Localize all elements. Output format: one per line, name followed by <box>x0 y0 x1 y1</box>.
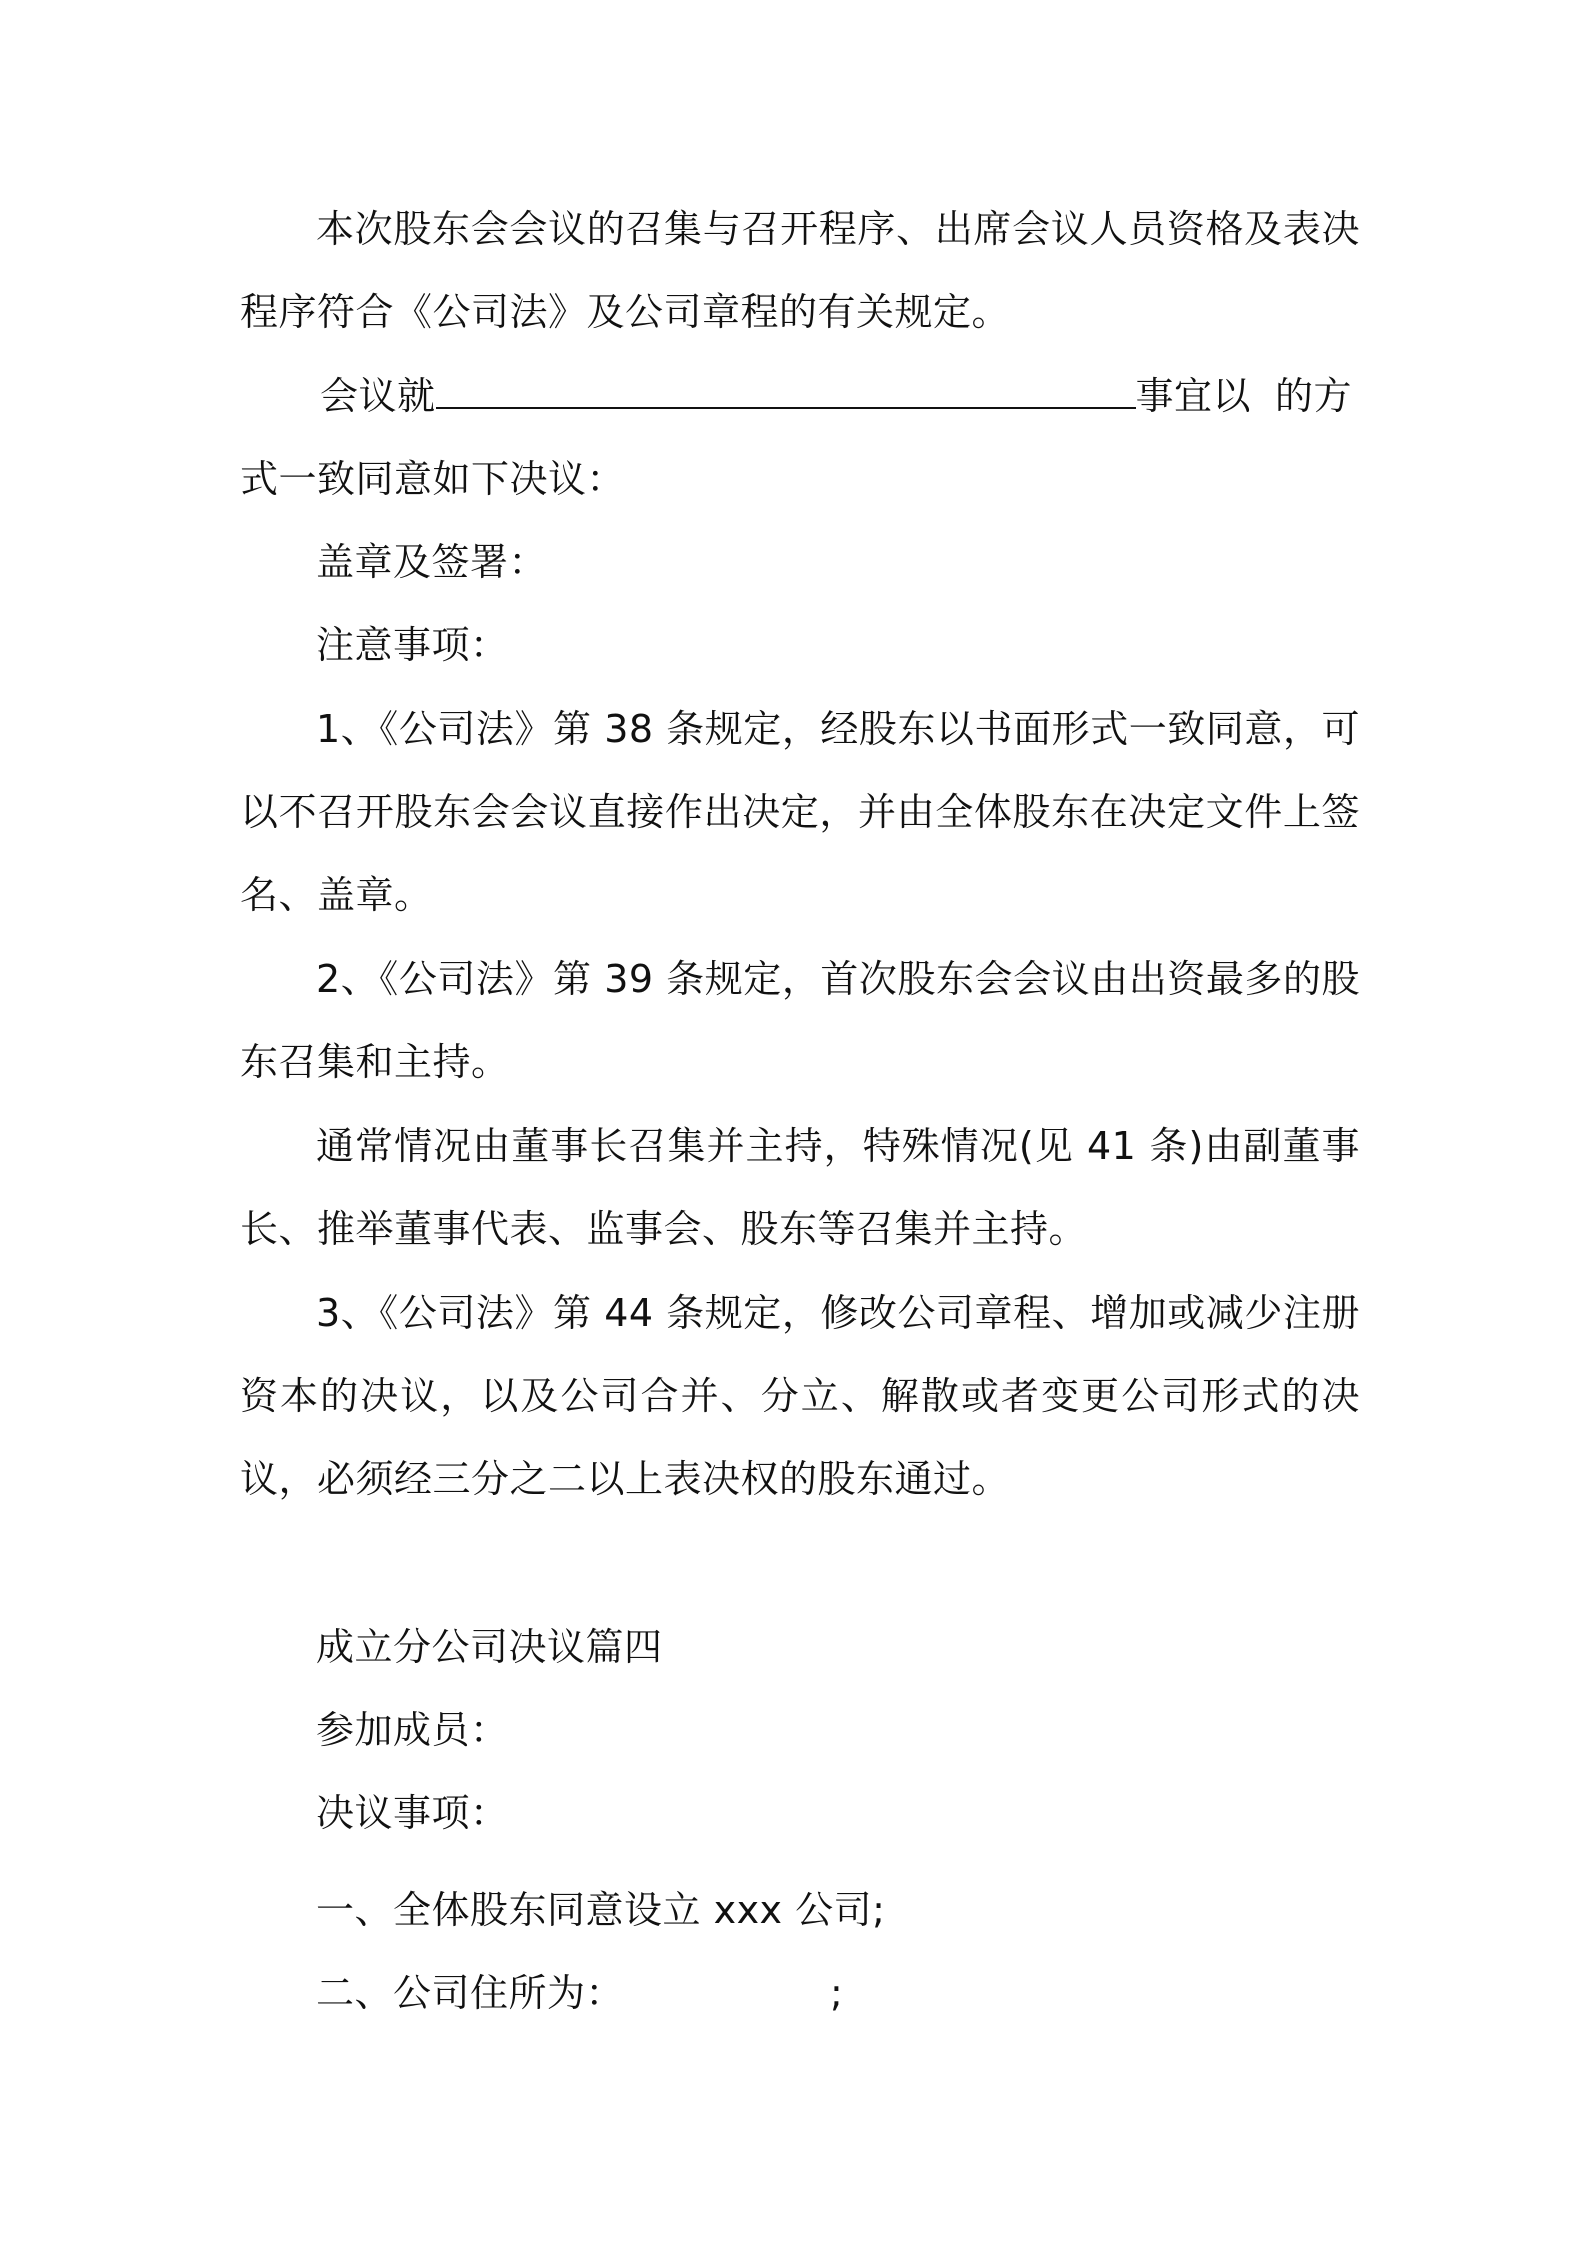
paragraph-meeting-resolution-cont: 式一致同意如下决议： <box>240 457 626 501</box>
resolution-middle: 事宜以 <box>1135 374 1252 418</box>
resolution-prefix: 会议就 <box>320 374 436 418</box>
note-item-3: 3、《公司法》第 44 条规定，修改公司章程、增加或减少注册资本的决议，以及公司合并、分立、解散或者变更公司形式的决议，必须经三分之二以上表决权的股东通过。 <box>240 1291 1360 1501</box>
resolution-matter-blank <box>436 369 1136 409</box>
resolution-item-2 <box>316 1952 843 2035</box>
note-item-1: 1、《公司法》第 38 条规定，经股东以书面形式一致同意，可以不召开股东会会议直接作出决定，并由全体股东在决定文件上签名、盖章。 <box>240 707 1360 917</box>
note-item-2: 2、《公司法》第 39 条规定，首次股东会会议由出资最多的股东召集和主持。 <box>240 957 1360 1084</box>
paragraph-meeting-resolution-line <box>320 355 1352 438</box>
address-label: 二、公司住所为： <box>316 1971 625 2015</box>
signature-label: 盖章及签署： <box>316 540 548 584</box>
resolution-item-1: 一、全体股东同意设立 xxx 公司; <box>316 1888 886 1932</box>
notes-heading: 注意事项： <box>316 623 509 667</box>
address-end: ; <box>830 1971 844 2015</box>
paragraph-meeting-procedure: 本次股东会会议的召集与召开程序、出席会议人员资格及表决程序符合《公司法》及公司章程的有关规定。 <box>240 207 1360 334</box>
matters-label: 决议事项： <box>316 1791 509 1835</box>
members-label: 参加成员： <box>316 1708 509 1752</box>
resolution-suffix-start: 的方 <box>1275 374 1353 418</box>
note-paragraph-chairman: 通常情况由董事长召集并主持，特殊情况(见 41 条)由副董事长、推举董事代表、监事会、股东等召集并主持。 <box>240 1124 1360 1251</box>
section-title: 成立分公司决议篇四 <box>316 1625 663 1669</box>
